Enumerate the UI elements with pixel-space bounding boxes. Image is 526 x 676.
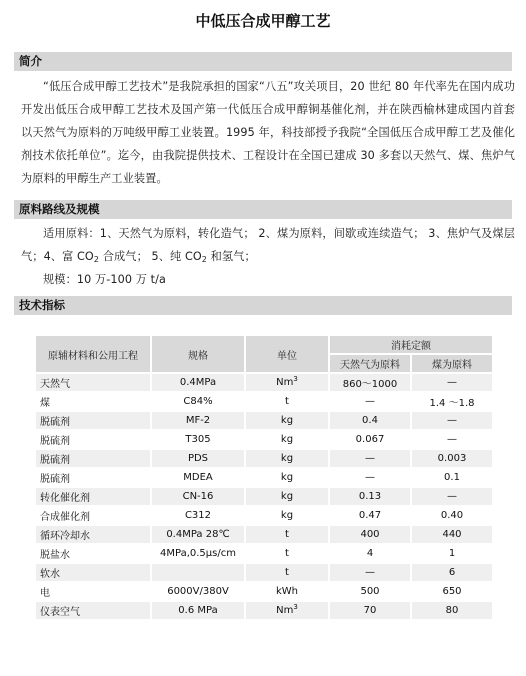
cell-coal-text: — <box>447 491 457 502</box>
cell-unit <box>246 545 328 562</box>
cell-natural-gas <box>330 564 410 581</box>
raw-materials-text-1: 适用原料：1、天然气为原料，转化造气； 2、煤为原料，间歇或连续造气； 3、焦炉气及煤层气；4、富 CO <box>21 227 515 263</box>
table-row <box>36 602 492 619</box>
cell-unit-text: kg <box>280 434 294 445</box>
cell-unit <box>246 412 328 429</box>
table-row <box>36 583 492 600</box>
cell-material-text: 合成催化剂 <box>40 512 90 523</box>
cell-natural-gas-text: 0.4 <box>362 415 378 426</box>
cell-spec-text: 6000V/380V <box>167 586 229 597</box>
cell-spec <box>152 507 244 524</box>
cell-material <box>36 488 150 505</box>
raw-materials-text-2: 合成气； 5、纯 CO <box>99 250 202 263</box>
cell-natural-gas-text: 70 <box>363 605 377 616</box>
cell-spec <box>152 583 244 600</box>
section-heading-intro: 简介 <box>14 52 512 71</box>
header-material: 原辅材料和公用工程 <box>36 336 150 372</box>
cell-natural-gas <box>330 488 410 505</box>
tech-spec-table <box>34 334 494 621</box>
cell-coal-text: 80 <box>445 605 459 616</box>
cell-material-text: 脱硫剂 <box>40 474 70 485</box>
cell-material-text: 仪表空气 <box>40 607 80 618</box>
cell-coal-text: — <box>447 377 457 388</box>
cell-natural-gas-text: 400 <box>360 529 380 540</box>
table-row <box>36 393 492 410</box>
cell-natural-gas <box>330 469 410 486</box>
co2-subscript-2: 2 <box>201 255 207 264</box>
cell-material <box>36 583 150 600</box>
cell-material-text: 脱硫剂 <box>40 455 70 466</box>
cell-spec <box>152 412 244 429</box>
cell-spec-text: 0.4MPa <box>179 377 217 388</box>
cell-unit-text: kg <box>280 472 294 483</box>
cell-spec <box>152 469 244 486</box>
header-coal: 煤为原料 <box>412 355 492 372</box>
cell-material <box>36 450 150 467</box>
cell-material <box>36 564 150 581</box>
cell-spec-text: C84% <box>183 396 213 407</box>
cell-natural-gas-text: 0.13 <box>358 491 382 502</box>
table-row <box>36 545 492 562</box>
cell-natural-gas <box>330 412 410 429</box>
cell-spec <box>152 450 244 467</box>
cell-coal <box>412 526 492 543</box>
cell-coal <box>412 583 492 600</box>
cell-material <box>36 374 150 391</box>
cell-natural-gas <box>330 507 410 524</box>
cell-coal <box>412 412 492 429</box>
cell-material <box>36 507 150 524</box>
cell-material-text: 煤 <box>40 398 50 409</box>
page-title: 中低压合成甲醇工艺 <box>195 12 331 30</box>
cell-material <box>36 469 150 486</box>
section-heading-tech: 技术指标 <box>14 296 512 315</box>
cell-natural-gas-text: 860～1000 <box>342 379 398 390</box>
cell-natural-gas-text: — <box>365 396 375 407</box>
cell-coal <box>412 564 492 581</box>
cell-spec <box>152 431 244 448</box>
cell-natural-gas <box>330 374 410 391</box>
table-body <box>36 374 492 619</box>
cell-spec-text: MDEA <box>183 472 213 483</box>
cell-spec-text: CN-16 <box>182 491 214 502</box>
cell-coal-text: 0.003 <box>437 453 467 464</box>
raw-materials-paragraph <box>21 222 515 268</box>
cell-natural-gas-text: 0.067 <box>355 434 385 445</box>
cell-material <box>36 431 150 448</box>
table-row <box>36 450 492 467</box>
cell-coal <box>412 469 492 486</box>
header-spec: 规格 <box>152 336 244 372</box>
cell-material <box>36 393 150 410</box>
table-row <box>36 564 492 581</box>
cell-spec <box>152 374 244 391</box>
cell-spec-text: C312 <box>184 510 212 521</box>
section-heading-raw-materials: 原料路线及规模 <box>14 200 512 219</box>
cell-unit <box>246 450 328 467</box>
cell-natural-gas <box>330 602 410 619</box>
cell-material <box>36 545 150 562</box>
cell-natural-gas <box>330 545 410 562</box>
cell-unit <box>246 526 328 543</box>
cell-coal-text: 1.4 ～1.8 <box>429 398 475 409</box>
table-row <box>36 469 492 486</box>
cell-coal <box>412 450 492 467</box>
cell-natural-gas-text: — <box>365 567 375 578</box>
cell-coal-text: 6 <box>448 567 456 578</box>
cell-coal-text: 440 <box>442 529 462 540</box>
co2-subscript-1: 2 <box>93 255 100 264</box>
cell-spec <box>152 526 244 543</box>
table-row <box>36 488 492 505</box>
cell-natural-gas-text: 500 <box>360 586 380 597</box>
cell-natural-gas <box>330 450 410 467</box>
cell-spec <box>152 393 244 410</box>
cell-natural-gas-text: 0.47 <box>358 510 382 521</box>
cell-unit-text: t <box>285 567 289 578</box>
table-row <box>36 507 492 524</box>
cell-unit-text: t <box>285 548 289 559</box>
cell-material-text: 转化催化剂 <box>40 493 90 504</box>
cell-unit <box>246 374 328 391</box>
scale-paragraph: 规模：10 万-100 万 t/a <box>43 273 166 286</box>
cell-unit <box>246 583 328 600</box>
cell-unit <box>246 602 328 619</box>
cell-material-text: 循环冷却水 <box>40 531 90 542</box>
cell-coal <box>412 374 492 391</box>
cell-coal <box>412 602 492 619</box>
cell-material <box>36 526 150 543</box>
cell-coal <box>412 507 492 524</box>
cell-spec <box>152 545 244 562</box>
table-row <box>36 431 492 448</box>
cell-material-text: 脱盐水 <box>40 550 70 561</box>
cell-unit-text: t <box>285 396 289 407</box>
raw-materials-text-3: 和氢气； <box>206 250 256 263</box>
cell-spec-text: 0.6 MPa <box>178 605 218 616</box>
unit-superscript: 3 <box>293 375 298 383</box>
cell-unit <box>246 488 328 505</box>
cell-spec-text: PDS <box>187 453 209 464</box>
cell-unit-text: Nm <box>276 605 294 616</box>
cell-natural-gas <box>330 583 410 600</box>
cell-coal <box>412 545 492 562</box>
cell-unit-text: Nm <box>276 377 294 388</box>
cell-natural-gas-text: — <box>365 472 375 483</box>
cell-material-text: 脱硫剂 <box>40 417 70 428</box>
cell-coal-text: — <box>447 415 457 426</box>
cell-unit <box>246 564 328 581</box>
table-row <box>36 412 492 429</box>
cell-spec-text: MF-2 <box>185 415 211 426</box>
cell-coal <box>412 393 492 410</box>
cell-material-text: 脱硫剂 <box>40 436 70 447</box>
cell-coal-text: — <box>447 434 457 445</box>
cell-natural-gas <box>330 526 410 543</box>
cell-unit-text: t <box>285 529 289 540</box>
cell-unit <box>246 507 328 524</box>
cell-spec-text: 4MPa,0.5μs/cm <box>160 548 236 559</box>
cell-natural-gas <box>330 431 410 448</box>
cell-natural-gas-text: — <box>365 453 375 464</box>
table-header-row <box>36 336 492 353</box>
cell-coal-text: 0.40 <box>440 510 464 521</box>
intro-paragraph: “低压合成甲醇工艺技术”是我院承担的国家“八五”攻关项目，20 世纪 80 年代率先在国内成功开发出低压合成甲醇工艺技术及国产第一代低压合成甲醇铜基催化剂，并在陕西榆林建成国内首套以天然气为原料的万吨级甲醇工业装置。1995 年，科技部授予我院“全国低压合成甲醇工艺及催化剂技术依托单位”。迄今，由我院提供技术、工程设计在全国已建成 30 多套以天然气、煤、焦炉气为原料的甲醇生产工业装置。 <box>21 80 515 185</box>
cell-natural-gas-text: 4 <box>366 548 374 559</box>
cell-spec <box>152 488 244 505</box>
cell-material-text: 天然气 <box>40 379 70 390</box>
cell-material-text: 电 <box>40 588 50 599</box>
cell-unit <box>246 393 328 410</box>
cell-unit-text: kg <box>280 415 294 426</box>
header-unit: 单位 <box>246 336 328 372</box>
table-row <box>36 374 492 391</box>
cell-coal <box>412 488 492 505</box>
cell-spec <box>152 602 244 619</box>
cell-natural-gas <box>330 393 410 410</box>
header-natural-gas: 天然气为原料 <box>330 355 410 372</box>
cell-unit-text: kg <box>280 491 294 502</box>
table-row <box>36 526 492 543</box>
cell-material <box>36 412 150 429</box>
cell-spec <box>152 564 244 581</box>
cell-spec-text: 0.4MPa 28℃ <box>166 529 230 540</box>
cell-material <box>36 602 150 619</box>
cell-unit <box>246 469 328 486</box>
cell-unit-text: kWh <box>275 586 299 597</box>
unit-superscript: 3 <box>293 603 298 611</box>
header-consumption: 消耗定额 <box>330 336 492 353</box>
cell-spec-text: T305 <box>185 434 211 445</box>
cell-unit-text: kg <box>280 453 294 464</box>
cell-coal-text: 1 <box>448 548 456 559</box>
cell-unit <box>246 431 328 448</box>
cell-coal <box>412 431 492 448</box>
cell-material-text: 软水 <box>40 569 60 580</box>
cell-unit-text: kg <box>280 510 294 521</box>
cell-coal-text: 650 <box>442 586 462 597</box>
cell-coal-text: 0.1 <box>444 472 460 483</box>
